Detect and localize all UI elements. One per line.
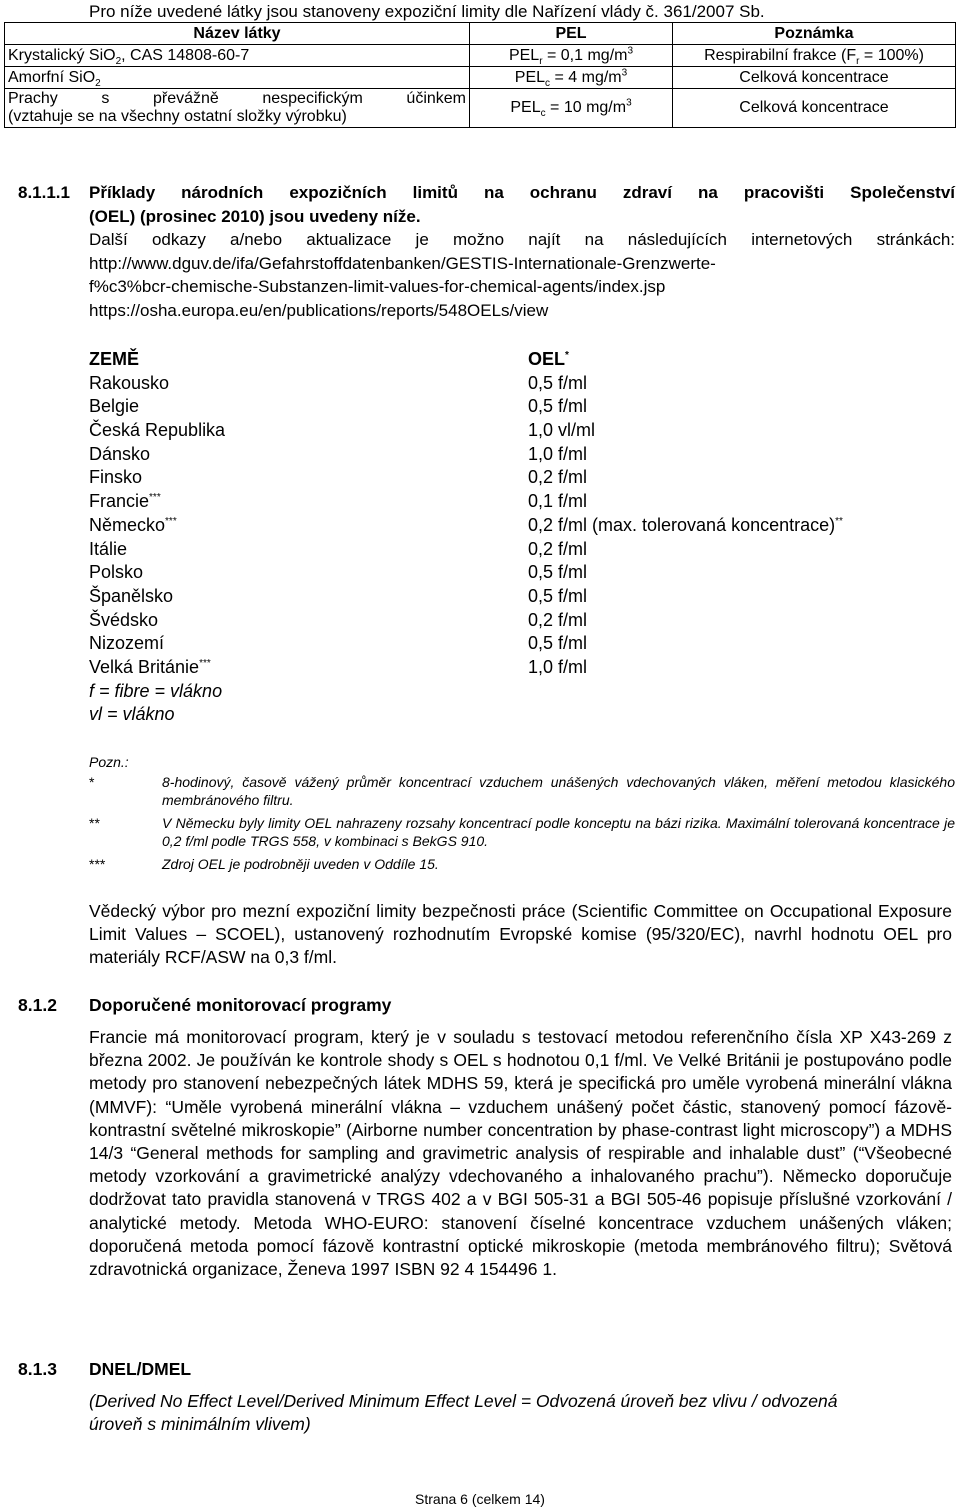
oel-value: 1,0 vl/ml — [528, 420, 596, 441]
link-dguv-line2[interactable]: f%c3%bcr-chemische-Substanzen-limit-values-for-chemical-agents/index.jsp — [89, 277, 666, 296]
oel-value: 0,1 f/ml — [528, 491, 588, 512]
section-813-title: DNEL/DMEL — [89, 1359, 192, 1379]
table-header-row — [5, 23, 956, 45]
note-cell: Celková koncentrace — [673, 67, 956, 89]
note-item: *** Zdroj OEL je podrobněji uveden v Oddíle 15. — [89, 856, 439, 872]
list-item: Finsko — [89, 467, 143, 488]
oel-value: 0,5 f/ml — [528, 633, 588, 654]
list-item: Francie*** — [89, 491, 161, 512]
substance-cell: Prachy s převážně nespecifickým účinkem (vztahuje se na všechny ostatní složky výrobku) — [5, 89, 470, 128]
table-row — [5, 89, 956, 128]
list-item: Švédsko — [89, 609, 159, 630]
note-item: * 8-hodinový, časově vážený průměr koncentrací vzduchem unášených vdechovaných vláken, měření metodou klasického membránového filtru. — [89, 774, 955, 808]
section-title-line1: Příklady národních expozičních limitů na ochranu zdraví na pracovišti Společenství — [89, 183, 955, 202]
link-dguv-line1[interactable]: http://www.dguv.de/ifa/Gefahrstoffdatenbanken/GESTIS-Internationale-Grenzwerte- — [89, 253, 716, 273]
table-row — [5, 45, 956, 67]
notes-label: Pozn.: — [89, 754, 129, 770]
list-item: Španělsko — [89, 585, 174, 606]
oel-header: OEL* — [528, 349, 569, 369]
oel-value: 0,2 f/ml (max. tolerovaná koncentrace)** — [528, 514, 843, 535]
list-item: Polsko — [89, 562, 144, 583]
table-caption: Pro níže uvedené látky jsou stanoveny expoziční limity dle Nařízení vlády č. 361/2007 Sb. — [89, 2, 765, 21]
oel-value: 0,5 f/ml — [528, 585, 588, 606]
note-cell: Celková koncentrace — [673, 89, 956, 128]
pel-table — [4, 22, 956, 128]
list-item: Německo*** — [89, 514, 177, 535]
substance-cell: Amorfní SiO$_2$ — [5, 67, 470, 89]
header-pel: PEL — [470, 23, 673, 45]
country-header: ZEMĚ — [89, 349, 140, 369]
section-812-title: Doporučené monitorovací programy — [89, 995, 392, 1015]
note-cell: Respirabilní frakce $(F_r = 100\%)$ — [673, 45, 956, 67]
list-item: Belgie — [89, 396, 140, 417]
list-item: Velká Británie*** — [89, 656, 211, 677]
oel-value: 1,0 f/ml — [528, 656, 588, 677]
list-item: Nizozemí — [89, 633, 165, 654]
scoel-paragraph: Vědecký výbor pro mezní expoziční limity bezpečnosti práce (Scientific Committee on Occupational Exposure Limit Values – SCOEL), ustanovený rozhodnutím Evropské komise (95/320/EC), navrhl hodnotu OEL pro materiály RCF/ASW na 0,3 f/ml. — [89, 901, 952, 968]
table-row — [5, 67, 956, 89]
section-812-number: 8.1.2 — [18, 995, 57, 1015]
page-footer: Strana 6 (celkem 14) — [415, 1491, 545, 1507]
country-column — [89, 348, 225, 727]
section-8111 — [0, 181, 955, 322]
oel-value: 0,2 f/ml — [528, 609, 588, 630]
list-item: Česká Republika — [89, 420, 226, 441]
link-osha[interactable]: https://osha.europa.eu/en/publications/reports/548OELs/view — [89, 300, 549, 320]
links-intro: Další odkazy a/nebo aktualizace je možno najít na následujících internetových stránkách: — [89, 230, 955, 249]
oel-value: 0,2 f/ml — [528, 538, 588, 559]
note-mark: *** — [89, 856, 106, 872]
note-item: ** V Německu byly limity OEL nahrazeny rozsahy koncentrací podle konceptu na bázi rizika. Maximální tolerovaná koncentrace je 0,2 f/ml podle TRGS 558, v kombinaci s BekGS 910. — [89, 815, 955, 849]
header-substance: Název látky — [5, 23, 470, 45]
list-item: Itálie — [89, 538, 128, 559]
oel-value-column — [528, 348, 843, 680]
pel-cell: $PEL_c = 4$ $mg/m^3$ — [470, 67, 673, 89]
notes — [89, 753, 955, 878]
section-813-subtitle: (Derived No Effect Level/Derived Minimum Effect Level = Odvozená úroveň bez vlivu / odvozená úroveň s minimálním vlivem) — [89, 1391, 838, 1435]
section-812-body: Francie má monitorovací program, který je v souladu s testovací metodou referenčního čísla XP X43-269 z března 2002. Je používán ke kontrole shody s OEL s hodnotou 0,1 f/ml. Ve Velké Británii je postupováno podle metody pro stanovení nebezpečných látek MDHS 59, která je specifická pro uměle vyrobená minerální vlákna (MMVF): “Uměle vyrobená minerální vlákna – vzduchem unášený počet částic, stanovený pomocí fázově-kontrastní světelné mikroskopie” (Airborne number concentration by phase-contrast light microscopy”) a MDHS 14/3 “General methods for sampling and gravimetric analysis of respirable and inhalable dust” (“Všeobecné metody vzorkování a gravimetrické analýzy vdechovaného a inhalovaného prachu”). Německo doporučuje dodržovat tato pravidla stanovená v TRGS 402 a v BGI 505-31 a BGI 505-46 popisuje příslušné vzorkování / analytické metody. Metoda WHO-EURO: stanovení číselné koncentrace vzduchem unášených vláken; doporučená metoda pomocí fázově kontrastní optické mikroskopie (metoda membránového filtru); Světová zdravotnická organizace, Ženeva 1997 ISBN 92 4 154496 1. — [89, 1027, 952, 1280]
note-mark: * — [89, 774, 95, 790]
oel-value: 0,2 f/ml — [528, 467, 588, 488]
list-item: Dánsko — [89, 443, 151, 464]
section-title-line2: (OEL) (prosinec 2010) jsou uvedeny níže. — [89, 206, 421, 226]
legend-fibre: f = fibre = vlákno — [89, 680, 223, 701]
oel-value: 1,0 f/ml — [528, 443, 588, 464]
pel-cell: $PEL_r = 0,1$ $mg/m^3$ — [470, 45, 673, 67]
list-item: Rakousko — [89, 372, 170, 393]
substance-cell: Krystalický SiO$_2$, CAS 14808-60-7 — [5, 45, 470, 67]
oel-value: 0,5 f/ml — [528, 396, 588, 417]
header-note: Poznámka — [673, 23, 956, 45]
legend-vlakno: vl = vlákno — [89, 704, 175, 725]
pel-cell: $PEL_c = 10$ $mg/m^3$ — [470, 89, 673, 128]
oel-value: 0,5 f/ml — [528, 562, 588, 583]
oel-value: 0,5 f/ml — [528, 372, 588, 393]
section-813-number: 8.1.3 — [18, 1359, 57, 1379]
section-number: 8.1.1.1 — [18, 183, 70, 202]
note-mark: ** — [89, 815, 100, 831]
